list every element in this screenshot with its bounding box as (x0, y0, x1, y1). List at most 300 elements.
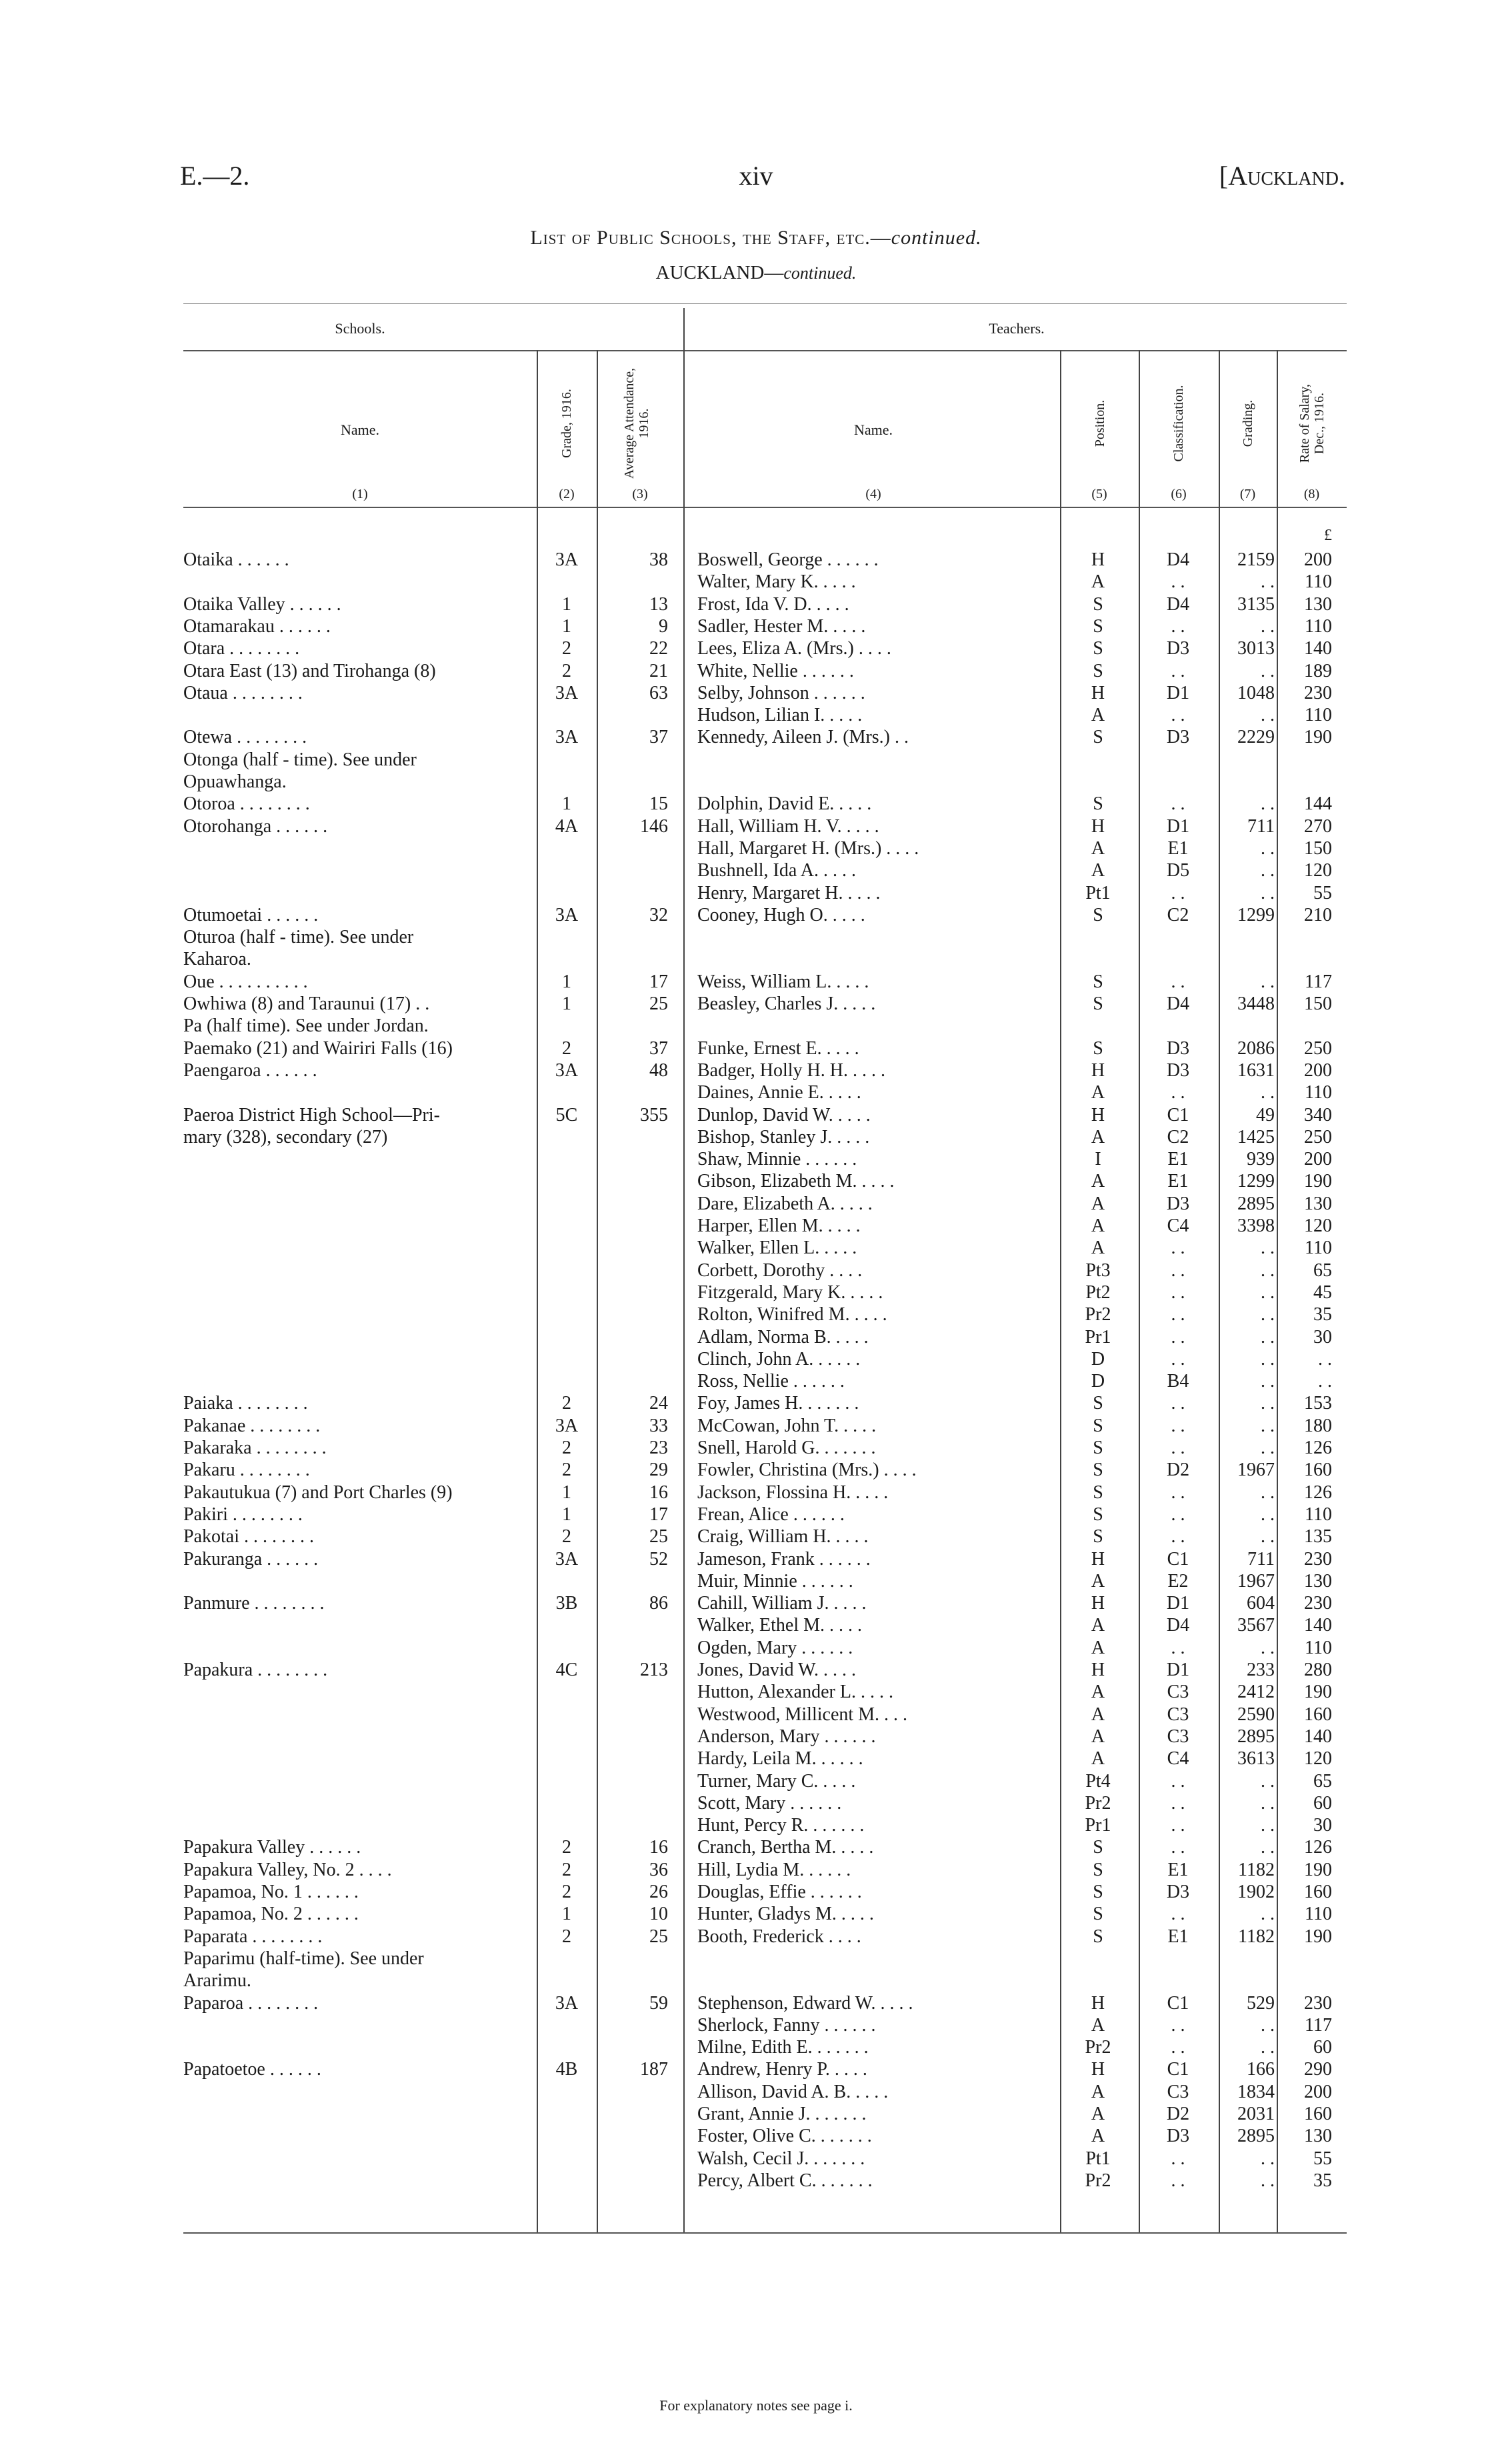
table-row (0, 1948, 1512, 1970)
cell-teacher-name: Cooney, Hugh O. . . . . (697, 904, 865, 925)
cell-classification: C4 (1167, 1748, 1189, 1770)
cell-grade: 1 (562, 593, 571, 615)
table-title (0, 227, 1512, 249)
col-classification-cell (1159, 360, 1199, 487)
cell-grade: 3A (555, 1992, 579, 2014)
cell-classification: E1 (1167, 1149, 1189, 1170)
cell-teacher-name: Muir, Minnie . . . . . . (697, 1570, 853, 1592)
cell-grading: 1299 (1237, 1171, 1275, 1192)
table-row (0, 1037, 1512, 1059)
table-row (0, 1104, 1512, 1126)
cell-teacher-name: Hall, Margaret H. (Mrs.) . . . . (697, 837, 919, 859)
cell-position: H (1091, 682, 1105, 703)
cell-position: S (1093, 615, 1103, 637)
cell-teacher-name: Selby, Johnson . . . . . . (697, 682, 865, 703)
cell-teacher-name: Dolphin, David E. . . . . (697, 793, 872, 815)
cell-school-name: Papakura Valley, No. 2 . . . . (183, 1859, 392, 1880)
cell-salary: 60 (1313, 1792, 1332, 1814)
cell-grading: . . (1261, 1326, 1275, 1348)
cell-position: H (1091, 1992, 1105, 2014)
cell-salary: 120 (1304, 1215, 1332, 1236)
cell-salary: 110 (1305, 1238, 1332, 1259)
table-row (0, 1304, 1512, 1326)
cell-school-name: Pakaraka . . . . . . . . (183, 1438, 327, 1458)
cell-grade: 1 (562, 1504, 571, 1525)
cell-position: S (1093, 1037, 1103, 1059)
cell-position: H (1091, 1059, 1105, 1081)
cell-grading: . . (1261, 705, 1275, 726)
cell-position: H (1091, 549, 1105, 570)
cell-grading: . . (1261, 2014, 1275, 2036)
cell-salary: 35 (1313, 2170, 1332, 2191)
cell-school-name: Papamoa, No. 1 . . . . . . (183, 1882, 359, 1902)
cell-salary: 200 (1304, 549, 1332, 570)
table-row (0, 1548, 1512, 1570)
cell-teacher-name: Walter, Mary K. . . . . (697, 571, 856, 593)
cell-classification: . . (1171, 1904, 1185, 1925)
cell-classification: D3 (1166, 1882, 1190, 1902)
cell-grading: 1967 (1237, 1460, 1275, 1481)
table-row (0, 1126, 1512, 1148)
cell-classification: E1 (1167, 837, 1189, 859)
cell-teacher-name: Sherlock, Fanny . . . . . . (697, 2014, 876, 2036)
cell-grading: . . (1261, 1792, 1275, 1814)
cell-grading: 604 (1247, 1593, 1275, 1614)
cell-classification: C4 (1167, 1215, 1189, 1236)
table-row (0, 1592, 1512, 1614)
table-row (0, 1504, 1512, 1526)
cell-grading: . . (1261, 1526, 1275, 1548)
cell-salary: 126 (1304, 1482, 1332, 1503)
col-salary-cell (1285, 360, 1339, 487)
cell-teacher-name: Frean, Alice . . . . . . (697, 1504, 845, 1525)
cell-teacher-name: Daines, Annie E. . . . . (697, 1082, 861, 1103)
cell-position: A (1091, 2126, 1105, 2147)
table-row (0, 2014, 1512, 2036)
cell-salary: 35 (1313, 1304, 1332, 1326)
cell-grading: 2590 (1237, 1704, 1275, 1725)
table-row (0, 1659, 1512, 1681)
cell-classification: C2 (1167, 904, 1189, 925)
cell-grading: 3567 (1237, 1615, 1275, 1636)
cell-attendance: 13 (649, 593, 668, 615)
cell-grade: 1 (562, 615, 571, 637)
cell-grading: 711 (1247, 815, 1275, 837)
cell-classification: D1 (1166, 682, 1190, 703)
cell-classification: D4 (1166, 593, 1190, 615)
cell-school-name: Opuawhanga. (183, 771, 287, 792)
cell-attendance: 38 (649, 549, 668, 570)
cell-grading: 2229 (1237, 727, 1275, 748)
cell-salary: 189 (1304, 660, 1332, 681)
cell-classification: C1 (1167, 1992, 1189, 2014)
footnote: For explanatory notes see page i. (659, 2397, 853, 2414)
cell-teacher-name: Scott, Mary . . . . . . (697, 1792, 842, 1814)
cell-grading: . . (1261, 1837, 1275, 1858)
cell-position: Pt1 (1085, 882, 1111, 903)
table-row (0, 593, 1512, 615)
cell-school-name: Otara East (13) and Tirohanga (8) (183, 660, 436, 681)
cell-classification: E1 (1167, 1171, 1189, 1192)
cell-position: A (1091, 2014, 1105, 2036)
col-number-8: (8) (1303, 487, 1320, 501)
cell-grading: 233 (1247, 1660, 1275, 1680)
table-row (0, 1237, 1512, 1259)
cell-position: S (1093, 1526, 1103, 1548)
cell-classification: . . (1171, 1304, 1185, 1326)
cell-position: S (1093, 1415, 1103, 1436)
cell-teacher-name: White, Nellie . . . . . . (697, 660, 854, 681)
cell-salary: 153 (1304, 1393, 1332, 1414)
cell-school-name: Oturoa (half - time). See under (183, 927, 414, 948)
group-teachers: Teachers. (989, 320, 1045, 337)
cell-classification: . . (1171, 1082, 1185, 1103)
cell-position: A (1091, 1748, 1105, 1770)
cell-grading: . . (1261, 837, 1275, 859)
cell-salary: 30 (1313, 1815, 1332, 1836)
cell-school-name: mary (328), secondary (27) (183, 1126, 388, 1147)
col-grading-cell (1228, 360, 1268, 487)
cell-attendance: 25 (649, 1526, 668, 1548)
cell-grade: 1 (562, 971, 571, 992)
cell-grading: 3448 (1237, 993, 1275, 1014)
cell-salary: 190 (1304, 1859, 1332, 1880)
table-row (0, 1326, 1512, 1348)
cell-grading: . . (1261, 860, 1275, 881)
table-row (0, 2036, 1512, 2058)
cell-salary: 140 (1304, 1615, 1332, 1636)
cell-classification: D4 (1166, 1615, 1190, 1636)
cell-position: Pr1 (1085, 1815, 1111, 1836)
cell-salary: 160 (1304, 1882, 1332, 1902)
cell-classification: D3 (1166, 1193, 1190, 1214)
cell-teacher-name: Milne, Edith E. . . . . . . (697, 2037, 869, 2058)
cell-grade: 3A (555, 682, 579, 703)
table-row (0, 1348, 1512, 1370)
cell-salary: 230 (1304, 682, 1332, 703)
cell-grading: . . (1261, 2170, 1275, 2191)
table-title-text: List of Public Schools, the Staff, etc.— (530, 227, 891, 249)
table-row (0, 1748, 1512, 1770)
cell-teacher-name: Dare, Elizabeth A. . . . . (697, 1193, 873, 1214)
cell-teacher-name: Beasley, Charles J. . . . . (697, 993, 876, 1014)
cell-classification: E1 (1167, 1859, 1189, 1880)
cell-salary: 230 (1304, 1992, 1332, 2014)
table-row (0, 815, 1512, 837)
cell-teacher-name: Dunlop, David W. . . . . (697, 1104, 871, 1125)
cell-teacher-name: Clinch, John A. . . . . . (697, 1348, 861, 1370)
col-number-3: (3) (632, 487, 648, 501)
cell-salary: 110 (1305, 571, 1332, 593)
cell-teacher-name: Gibson, Elizabeth M. . . . . (697, 1171, 895, 1192)
cell-school-name: Otaika Valley . . . . . . (183, 593, 341, 615)
cell-attendance: 10 (649, 1904, 668, 1925)
cell-salary: 200 (1304, 1059, 1332, 1081)
cell-grade: 3A (555, 1059, 579, 1081)
cell-attendance: 23 (649, 1438, 668, 1458)
cell-school-name: Otara . . . . . . . . (183, 638, 300, 659)
cell-classification: C3 (1167, 1682, 1189, 1703)
table-row (0, 1437, 1512, 1459)
cell-position: A (1091, 860, 1105, 881)
cell-position: S (1093, 793, 1103, 815)
cell-teacher-name: Anderson, Mary . . . . . . (697, 1726, 876, 1747)
col-grade-cell (547, 360, 587, 487)
cell-grading: . . (1261, 1415, 1275, 1436)
table-row (0, 2081, 1512, 2103)
cell-classification: . . (1171, 1348, 1185, 1370)
table-row (0, 1836, 1512, 1858)
cell-school-name: Papamoa, No. 2 . . . . . . (183, 1904, 359, 1925)
cell-salary: 200 (1304, 2081, 1332, 2102)
table-row (0, 1770, 1512, 1792)
cell-school-name: Otewa . . . . . . . . (183, 727, 307, 748)
cell-position: S (1093, 593, 1103, 615)
table-row (0, 549, 1512, 571)
table-row (0, 2058, 1512, 2080)
cell-attendance: 48 (649, 1059, 668, 1081)
cell-classification: . . (1171, 2170, 1185, 2191)
cell-salary: . . (1318, 1348, 1332, 1370)
table-row (0, 1614, 1512, 1636)
region-label: [Auckland. (1219, 161, 1345, 191)
col-number-1: (1) (352, 487, 368, 501)
table-row (0, 1482, 1512, 1504)
cell-teacher-name: Frost, Ida V. D. . . . . (697, 593, 849, 615)
cell-grade: 3A (555, 904, 579, 925)
cell-classification: . . (1171, 571, 1185, 593)
cell-school-name: Panmure . . . . . . . . (183, 1593, 325, 1614)
cell-teacher-name: Walker, Ethel M. . . . . (697, 1615, 863, 1636)
cell-position: A (1091, 1726, 1105, 1747)
cell-school-name: Papakura . . . . . . . . (183, 1660, 328, 1680)
cell-position: A (1091, 1082, 1105, 1103)
table-row (0, 926, 1512, 948)
table-row (0, 882, 1512, 904)
cell-salary: 190 (1304, 727, 1332, 748)
cell-salary: 130 (1304, 593, 1332, 615)
currency-symbol: £ (1324, 527, 1332, 544)
cell-classification: C3 (1167, 1726, 1189, 1747)
cell-grading: 3135 (1237, 593, 1275, 615)
cell-position: H (1091, 1593, 1105, 1614)
cell-salary: 340 (1304, 1104, 1332, 1125)
cell-teacher-name: Allison, David A. B. . . . . (697, 2081, 889, 2102)
col-classification: Classification. (1171, 385, 1186, 462)
cell-teacher-name: Ogden, Mary . . . . . . (697, 1637, 853, 1658)
cell-grade: 1 (562, 1482, 571, 1503)
table-top-rule (183, 303, 1347, 304)
cell-teacher-name: Jackson, Flossina H. . . . . (697, 1482, 889, 1503)
cell-position: H (1091, 1548, 1105, 1570)
cell-teacher-name: Henry, Margaret H. . . . . (697, 882, 881, 903)
cell-salary: 55 (1313, 2148, 1332, 2169)
cell-classification: D3 (1166, 1037, 1190, 1059)
cell-school-name: Paparata . . . . . . . . (183, 1926, 323, 1947)
cell-position: Pt2 (1085, 1282, 1111, 1303)
cell-classification: D1 (1166, 1660, 1190, 1680)
cell-grading: 3613 (1237, 1748, 1275, 1770)
table-row (0, 1570, 1512, 1592)
cell-salary: 190 (1304, 1926, 1332, 1947)
cell-attendance: 213 (640, 1660, 668, 1680)
cell-teacher-name: Booth, Frederick . . . . (697, 1926, 861, 1947)
cell-grading: . . (1261, 1482, 1275, 1503)
cell-teacher-name: Hill, Lydia M. . . . . . (697, 1859, 851, 1880)
cell-grading: . . (1261, 1082, 1275, 1103)
cell-grading: . . (1261, 2037, 1275, 2058)
cell-grade: 2 (562, 1882, 571, 1902)
cell-attendance: 52 (649, 1548, 668, 1570)
col-number-2: (2) (559, 487, 575, 501)
cell-attendance: 29 (649, 1460, 668, 1481)
cell-position: A (1091, 1193, 1105, 1214)
cell-attendance: 37 (649, 727, 668, 748)
cell-grade: 4A (555, 815, 579, 837)
cell-teacher-name: Craig, William H. . . . . (697, 1526, 869, 1548)
cell-position: S (1093, 993, 1103, 1014)
cell-salary: 110 (1305, 1504, 1332, 1525)
cell-teacher-name: Rolton, Winifred M. . . . . (697, 1304, 887, 1326)
cell-teacher-name: Fowler, Christina (Mrs.) . . . . (697, 1460, 917, 1481)
cell-teacher-name: Ross, Nellie . . . . . . (697, 1371, 845, 1392)
cell-classification: . . (1171, 1637, 1185, 1658)
cell-classification: C3 (1167, 2081, 1189, 2102)
cell-salary: 160 (1304, 2104, 1332, 2124)
cell-teacher-name: Foster, Olive C. . . . . . . (697, 2126, 872, 2147)
cell-salary: 190 (1304, 1682, 1332, 1703)
cell-school-name: Pakaru . . . . . . . . (183, 1460, 310, 1481)
cell-grading: . . (1261, 1304, 1275, 1326)
cell-grade: 1 (562, 793, 571, 815)
cell-teacher-name: Bishop, Stanley J. . . . . (697, 1126, 870, 1147)
cell-classification: . . (1171, 2037, 1185, 2058)
table-row (0, 948, 1512, 970)
cell-teacher-name: Lees, Eliza A. (Mrs.) . . . . (697, 638, 891, 659)
cell-position: Pr2 (1085, 2170, 1111, 2191)
cell-position: S (1093, 904, 1103, 925)
table-row (0, 793, 1512, 815)
cell-salary: 110 (1305, 615, 1332, 637)
cell-grade: 2 (562, 638, 571, 659)
cell-school-name: Oue . . . . . . . . . . (183, 971, 308, 992)
cell-attendance: 16 (649, 1482, 668, 1503)
col-number-5: (5) (1091, 487, 1107, 501)
cell-school-name: Paemako (21) and Wairiri Falls (16) (183, 1037, 453, 1059)
cell-salary: 65 (1313, 1260, 1332, 1281)
cell-salary: 190 (1304, 1171, 1332, 1192)
cell-position: A (1091, 1704, 1105, 1725)
cell-attendance: 36 (649, 1859, 668, 1880)
cell-attendance: 32 (649, 904, 668, 925)
table-row (0, 1814, 1512, 1836)
cell-grading: 1182 (1238, 1859, 1275, 1880)
col-position-cell (1080, 360, 1120, 487)
cell-salary: 230 (1304, 1593, 1332, 1614)
table-row (0, 2170, 1512, 2192)
cell-salary: 30 (1313, 1326, 1332, 1348)
cell-teacher-name: Cranch, Bertha M. . . . . (697, 1837, 874, 1858)
cell-grading: . . (1261, 1770, 1275, 1792)
col-grading: Grading. (1241, 399, 1255, 447)
cell-grading: . . (1261, 660, 1275, 681)
cell-position: H (1091, 815, 1105, 837)
cell-teacher-name: McCowan, John T. . . . . (697, 1415, 877, 1436)
cell-salary: 55 (1313, 882, 1332, 903)
cell-position: A (1091, 1615, 1105, 1636)
cell-position: Pt4 (1085, 1770, 1111, 1792)
cell-classification: D1 (1166, 1593, 1190, 1614)
cell-school-name: Pakiri . . . . . . . . (183, 1504, 303, 1525)
cell-attendance: 59 (649, 1992, 668, 2014)
cell-teacher-name: Walsh, Cecil J. . . . . . . (697, 2148, 865, 2169)
cell-classification: . . (1171, 971, 1185, 992)
cell-classification: . . (1171, 1326, 1185, 1348)
cell-grading: 1834 (1237, 2081, 1275, 2102)
cell-classification: . . (1171, 2014, 1185, 2036)
cell-teacher-name: Fitzgerald, Mary K. . . . . (697, 1282, 883, 1303)
cell-teacher-name: Hunt, Percy R. . . . . . . (697, 1815, 865, 1836)
cell-grade: 1 (562, 1904, 571, 1925)
cell-grade: 5C (555, 1104, 578, 1125)
cell-salary: 110 (1305, 1637, 1332, 1658)
cell-position: H (1091, 2059, 1105, 2080)
col-attendance: Average Attendance, 1916. (622, 367, 651, 479)
cell-salary: 45 (1313, 1282, 1332, 1303)
cell-school-name: Paengaroa . . . . . . (183, 1059, 317, 1081)
cell-grade: 2 (562, 1393, 571, 1414)
table-subtitle-continued: continued. (783, 263, 857, 283)
cell-salary: 210 (1304, 904, 1332, 925)
cell-position: S (1093, 971, 1103, 992)
cell-teacher-name: Badger, Holly H. H. . . . . (697, 1059, 885, 1081)
cell-grading: . . (1261, 1238, 1275, 1259)
cell-attendance: 33 (649, 1415, 668, 1436)
cell-school-name: Pakuranga . . . . . . (183, 1548, 319, 1570)
cell-position: A (1091, 837, 1105, 859)
cell-position: S (1093, 1504, 1103, 1525)
cell-grade: 2 (562, 1926, 571, 1947)
cell-position: Pr2 (1085, 1792, 1111, 1814)
cell-classification: . . (1171, 615, 1185, 637)
cell-classification: D4 (1166, 993, 1190, 1014)
cell-salary: 144 (1304, 793, 1332, 815)
cell-attendance: 16 (649, 1837, 668, 1858)
cell-teacher-name: Percy, Albert C. . . . . . . (697, 2170, 873, 2191)
column-header-rule (183, 507, 1347, 508)
cell-salary: 270 (1304, 815, 1332, 837)
cell-position: D (1091, 1348, 1105, 1370)
cell-salary: 130 (1304, 1570, 1332, 1592)
cell-classification: . . (1171, 1815, 1185, 1836)
cell-teacher-name: Jameson, Frank . . . . . . (697, 1548, 871, 1570)
cell-classification: . . (1171, 1260, 1185, 1281)
table-subtitle-text: AUCKLAND— (655, 262, 784, 283)
cell-position: A (1091, 2081, 1105, 2102)
cell-salary: 160 (1304, 1704, 1332, 1725)
col-grade: Grade, 1916. (559, 389, 574, 458)
cell-salary: 126 (1304, 1837, 1332, 1858)
cell-teacher-name: Bushnell, Ida A. . . . . (697, 860, 856, 881)
table-row (0, 1881, 1512, 1903)
cell-attendance: 187 (640, 2059, 668, 2080)
cell-classification: D3 (1166, 727, 1190, 748)
cell-attendance: 37 (649, 1037, 668, 1059)
cell-attendance: 17 (649, 1504, 668, 1525)
cell-position: A (1091, 1682, 1105, 1703)
table-bottom-rule (183, 2232, 1347, 2234)
table-row (0, 904, 1512, 926)
